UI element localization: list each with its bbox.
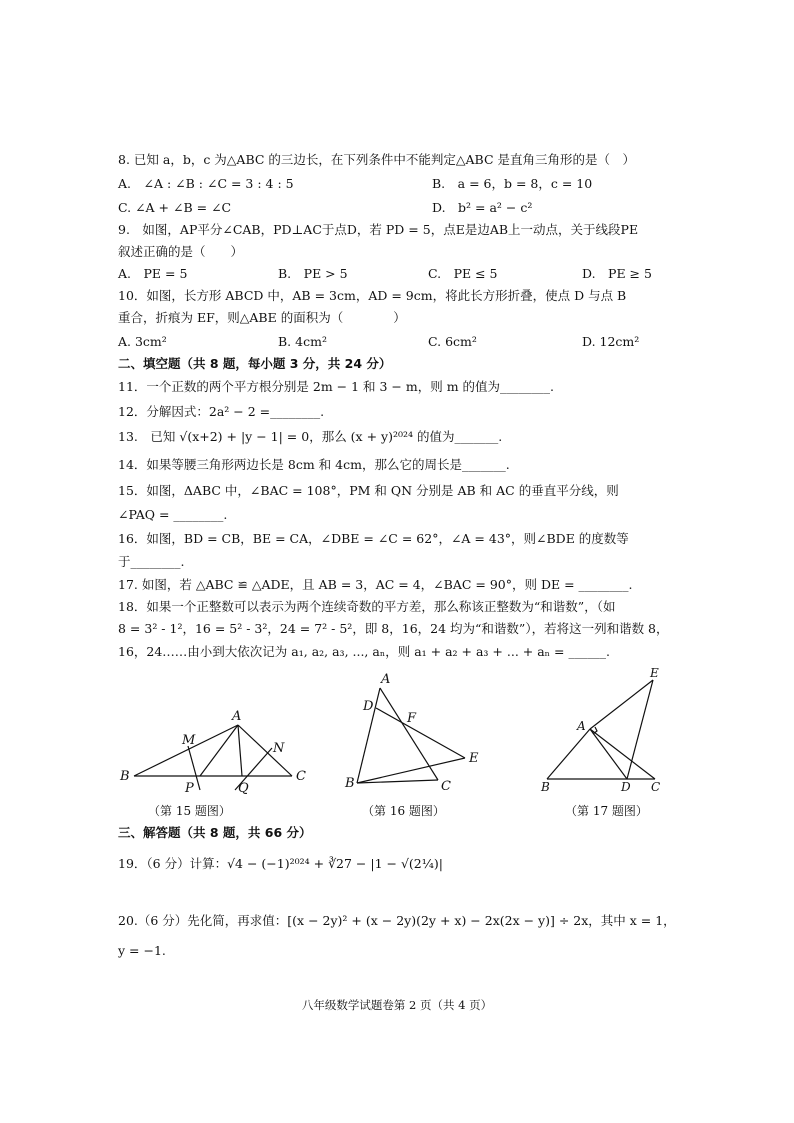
fig16-label-f: F [407,711,417,726]
fig16-label-a: A [381,672,391,687]
q9-stem-line2: 叙述正确的是（ ） [118,244,244,259]
section-heading-fill-in: 二、填空题（共 8 题，每小题 3 分，共 24 分） [118,356,392,371]
fig17-label-d: D [621,780,631,794]
fig16-label-c: C [441,779,451,794]
q8-option-b: B. a = 6，b = 8，c = 10 [432,176,593,191]
fig15-caption: （第 15 题图） [148,804,231,818]
q17: 17. 如图，若 △ABC ≌ △ADE，且 AB = 3，AC = 4，∠BAC = 90°，则 DE = ________. [118,577,633,592]
q15-line1: 15．如图，ΔABC 中，∠BAC = 108°，PM 和 QN 分别是 AB 和 AC 的垂直平分线，则 [118,483,619,498]
q15-line2: ∠PAQ = ________. [118,507,228,522]
q9-option-c: C. PE ≤ 5 [428,266,498,281]
fig15-segment-ap [200,725,238,776]
q20-line2: y = −1. [118,943,166,958]
fig15-label-c: C [296,769,306,784]
fig17-side-ad [590,729,627,779]
q8-option-c: C. ∠A + ∠B = ∠C [118,200,232,215]
fig17-side-ac [590,729,655,779]
fig17-side-ed [627,680,653,779]
figure-16 [335,668,495,798]
q14: 14．如果等腰三角形两边长是 8cm 和 4cm，那么它的周长是_______. [118,457,510,472]
fig17-label-c: C [651,780,661,794]
q16-line1: 16．如图，BD = CB，BE = CA，∠DBE = ∠C = 62°，∠A = 43°，则∠BDE 的度数等 [118,531,629,546]
fig15-label-n: N [273,741,285,756]
fig16-label-e: E [469,751,479,766]
q9-option-a: A. PE = 5 [118,266,188,281]
section-heading-solutions: 三、解答题（共 8 题，共 66 分） [118,825,312,840]
page-footer: 八年级数学试题卷第 2 页（共 4 页） [301,998,493,1012]
q12: 12．分解因式：2a² − 2 =________. [118,404,325,419]
fig17-caption: （第 17 题图） [565,804,648,818]
q13: 13. 已知 √(x+2) + |y − 1| = 0，那么 (x + y)²⁰²⁴ 的值为_______. [118,429,503,444]
q9-stem-line1: 9. 如图，AP平分∠CAB，PD⊥AC于点D，若 PD = 5，点E是边AB上一动点，关于线段PE [118,222,639,237]
fig15-segment-aq [238,725,242,776]
fig15-label-q: Q [238,781,249,796]
q10-stem-line1: 10．如图，长方形 ABCD 中，AB = 3cm，AD = 9cm，将此长方形折叠，使点 D 与点 B [118,288,627,303]
q9-option-d: D. PE ≥ 5 [582,266,652,281]
q18-line1: 18．如果一个正整数可以表示为两个连续奇数的平方差，那么称该正整数为“和谐数”，（如 [118,599,616,614]
q10-stem-line2: 重合，折痕为 EF，则△ABE 的面积为（ ） [118,310,406,325]
fig17-label-b: B [541,780,550,794]
q18-line3: 16，24……由小到大依次记为 a₁, a₂, a₃, ..., aₙ，则 a₁ + a₂ + a₃ + ... + aₙ = ______. [118,644,610,659]
q10-option-b: B. 4cm² [278,334,327,349]
fig15-label-m: M [182,733,196,748]
q10-option-d: D. 12cm² [582,334,640,349]
fig17-side-ae [590,680,653,729]
fig17-label-e: E [650,666,659,680]
q10-option-c: C. 6cm² [428,334,477,349]
fig17-right-angle-mark [593,727,597,734]
q16-line2: 于________. [118,554,185,569]
q11: 11．一个正数的两个平方根分别是 2m − 1 和 3 − m，则 m 的值为________. [118,379,555,394]
fig15-label-a: A [232,709,242,724]
figure-15 [110,700,320,800]
q18-line2: 8 = 3² - 1²，16 = 5² - 3²，24 = 7² - 5²，即 8，16，24 均为“和谐数”），若将这一列和谐数 8， [118,621,669,636]
fig16-label-b: B [345,776,355,791]
fig17-label-a: A [577,719,586,733]
fig16-segment-de [376,708,465,758]
fig15-label-b: B [120,769,130,784]
fig16-caption: （第 16 题图） [362,804,445,818]
figure-17 [535,664,675,794]
q20-line1: 20.（6 分）先化简，再求值：[(x − 2y)² + (x − 2y)(2y + x) − 2x(2x − y)] ÷ 2x，其中 x = 1， [118,913,676,928]
q8-option-d: D. b² = a² − c² [432,200,533,215]
fig16-label-d: D [363,699,374,714]
q19: 19．（6 分）计算：√4 − (−1)²⁰²⁴ + ∛27 − |1 − √(2¼)| [118,856,443,871]
q10-option-a: A. 3cm² [118,334,167,349]
q8-stem: 8. 已知 a，b，c 为△ABC 的三边长，在下列条件中不能判定△ABC 是直角三角形的是（ ） [118,152,635,167]
q8-option-a: A. ∠A : ∠B : ∠C = 3 : 4 : 5 [118,176,294,191]
fig15-label-p: P [185,781,194,796]
fig17-side-ab [547,729,590,779]
q9-option-b: B. PE > 5 [278,266,348,281]
